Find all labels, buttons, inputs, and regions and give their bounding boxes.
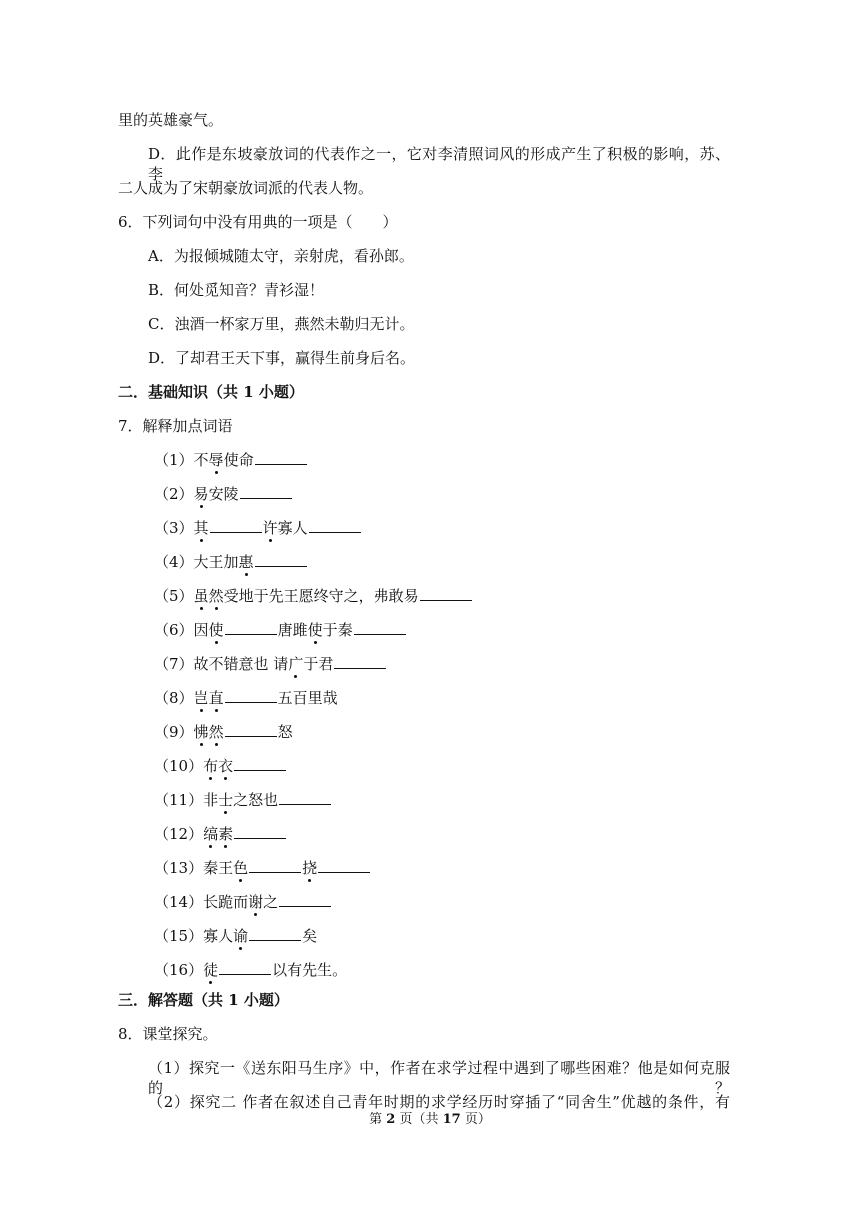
dotted-char: 布 <box>203 757 219 775</box>
q7-item <box>154 688 338 708</box>
q6-option-a: A．为报倾城随太守，亲射虎，看孙郎。 <box>148 247 414 265</box>
item-suffix: 矣 <box>302 927 318 945</box>
item-suffix: 使命 <box>223 451 254 469</box>
dotted-word <box>288 655 303 673</box>
dotted-char: 谢 <box>248 893 264 911</box>
dotted-word <box>203 825 233 843</box>
dotted-char: 挠 <box>302 859 318 877</box>
dotted-word <box>194 519 209 537</box>
item-suffix: 怒 <box>277 723 293 741</box>
dotted-char: 广 <box>288 655 304 673</box>
dotted-word <box>308 621 323 639</box>
q6-option-c: C．浊酒一杯家万里，燕然未勒归无计。 <box>148 315 415 333</box>
answer-blank[interactable] <box>249 926 301 941</box>
section-3-heading: 三．解答题（共 1 小题） <box>118 991 289 1009</box>
q5-option-d-line1: D．此作是东坡豪放词的代表作之一，它对李清照词风的形成产生了积极的影响，苏、李 <box>148 145 730 183</box>
q7-item <box>154 756 287 776</box>
footer-suffix: 页） <box>460 1112 491 1127</box>
q7-stem: 7．解释加点词语 <box>118 417 233 435</box>
answer-blank[interactable] <box>354 620 406 635</box>
answer-blank[interactable] <box>420 586 472 601</box>
q7-item <box>154 892 332 912</box>
q7-item <box>154 450 308 470</box>
dotted-word <box>218 791 233 809</box>
dotted-word <box>248 893 263 911</box>
item-prefix: （11）非 <box>154 791 219 809</box>
item-suffix: 之怒也 <box>233 791 279 809</box>
answer-blank[interactable] <box>279 790 331 805</box>
item-prefix: （9） <box>154 723 194 741</box>
section-2-heading: 二．基础知识（共 1 小题） <box>118 383 304 401</box>
q6-option-d: D．了却君王天下事，赢得生前身后名。 <box>148 349 416 367</box>
q8-part-2: （2）探究二 作者在叙述自己青年时期的求学经历时穿插了“同舍生”优越的条件，有 <box>148 1093 730 1111</box>
dotted-char: 使 <box>307 621 323 639</box>
dotted-word <box>194 723 224 741</box>
q7-item <box>154 790 332 810</box>
answer-blank[interactable] <box>334 654 386 669</box>
item-prefix: （14）长跪而 <box>154 893 249 911</box>
dotted-word <box>203 961 218 979</box>
answer-blank[interactable] <box>318 858 370 873</box>
dotted-char: 使 <box>208 621 224 639</box>
answer-blank[interactable] <box>225 620 277 635</box>
q7-item <box>154 586 473 606</box>
q6-option-b: B．何处觅知音？青衫湿！ <box>148 281 325 299</box>
answer-blank[interactable] <box>279 892 331 907</box>
dotted-char: 其 <box>193 519 209 537</box>
q5-option-d-line2: 二人成为了宋朝豪放词派的代表人物。 <box>118 179 374 197</box>
footer-page-number: 2 <box>386 1112 396 1127</box>
dotted-char: 缟 <box>203 825 219 843</box>
answer-blank[interactable] <box>309 518 361 533</box>
q6-stem: 6．下列词句中没有用典的一项是（ ） <box>118 213 398 231</box>
q7-item <box>154 926 317 946</box>
footer-middle: 页（共 <box>395 1112 443 1127</box>
dotted-word <box>239 553 254 571</box>
item-prefix: （1）不 <box>154 451 209 469</box>
answer-blank[interactable] <box>255 450 307 465</box>
dotted-word <box>209 621 224 639</box>
q7-item <box>154 722 293 742</box>
dotted-char: 然 <box>208 723 224 741</box>
q7-item <box>154 960 347 980</box>
dotted-char: 色 <box>233 859 249 877</box>
dotted-word <box>194 485 209 503</box>
item-prefix: （5） <box>154 587 194 605</box>
q8-part-1: （1）探究一《送东阳马生序》中，作者在求学过程中遇到了哪些困难？他是如何克服的？ <box>148 1059 730 1097</box>
answer-blank[interactable] <box>225 688 277 703</box>
answer-blank[interactable] <box>225 722 277 737</box>
dotted-word <box>233 927 248 945</box>
dotted-char: 岂 <box>193 689 209 707</box>
item-middle: 唐雎 <box>277 621 308 639</box>
dotted-char: 虽 <box>193 587 209 605</box>
item-prefix: （2） <box>154 485 194 503</box>
dotted-word <box>302 859 317 877</box>
dotted-word <box>194 587 224 605</box>
item-suffix: 于秦 <box>322 621 353 639</box>
item-prefix: （13）秦王 <box>154 859 234 877</box>
dotted-char: 徒 <box>203 961 219 979</box>
item-suffix: 之 <box>263 893 279 911</box>
answer-blank[interactable] <box>234 824 286 839</box>
q7-item <box>154 552 308 572</box>
item-suffix: 于君 <box>303 655 334 673</box>
dotted-char: 然 <box>208 587 224 605</box>
q7-item <box>154 858 371 878</box>
dotted-char: 易 <box>193 485 209 503</box>
q7-item <box>154 824 287 844</box>
item-suffix: 以有先生。 <box>272 961 348 979</box>
dotted-word <box>194 689 224 707</box>
dotted-char: 惠 <box>238 553 254 571</box>
answer-blank[interactable] <box>240 484 292 499</box>
dotted-word <box>263 519 278 537</box>
item-prefix: （15）寡人 <box>154 927 234 945</box>
item-prefix: （16） <box>154 961 204 979</box>
footer-prefix: 第 <box>369 1112 387 1127</box>
item-prefix: （6）因 <box>154 621 209 639</box>
dotted-char: 辱 <box>208 451 224 469</box>
answer-blank[interactable] <box>255 552 307 567</box>
item-prefix: （10） <box>154 757 204 775</box>
answer-blank[interactable] <box>234 756 286 771</box>
dotted-word <box>203 757 233 775</box>
q8-stem: 8．课堂探究。 <box>118 1025 218 1043</box>
dotted-char: 直 <box>208 689 224 707</box>
answer-blank[interactable] <box>219 960 271 975</box>
page-footer <box>0 1111 860 1129</box>
dotted-char: 许 <box>262 519 278 537</box>
item-suffix: 寡人 <box>277 519 308 537</box>
item-prefix: （7）故不错意也 请 <box>154 655 289 673</box>
q7-item <box>154 484 293 504</box>
answer-blank[interactable] <box>210 518 262 533</box>
continued-text: 里的英雄豪气。 <box>118 111 224 129</box>
dotted-char: 谕 <box>233 927 249 945</box>
answer-blank[interactable] <box>249 858 301 873</box>
q7-item <box>154 654 387 674</box>
dotted-char: 怫 <box>193 723 209 741</box>
item-suffix: 安陵 <box>208 485 239 503</box>
item-prefix: （4）大王加 <box>154 553 239 571</box>
item-prefix: （3） <box>154 519 194 537</box>
footer-total-pages: 17 <box>442 1112 461 1127</box>
dotted-char: 素 <box>218 825 234 843</box>
item-prefix: （8） <box>154 689 194 707</box>
dotted-char: 士 <box>218 791 234 809</box>
dotted-char: 衣 <box>218 757 234 775</box>
q7-item <box>154 518 362 538</box>
item-prefix: （12） <box>154 825 204 843</box>
dotted-word <box>233 859 248 877</box>
q7-item <box>154 620 407 640</box>
item-suffix: 五百里哉 <box>277 689 338 707</box>
item-suffix: 受地于先王愿终守之，弗敢易 <box>223 587 419 605</box>
dotted-word <box>209 451 224 469</box>
